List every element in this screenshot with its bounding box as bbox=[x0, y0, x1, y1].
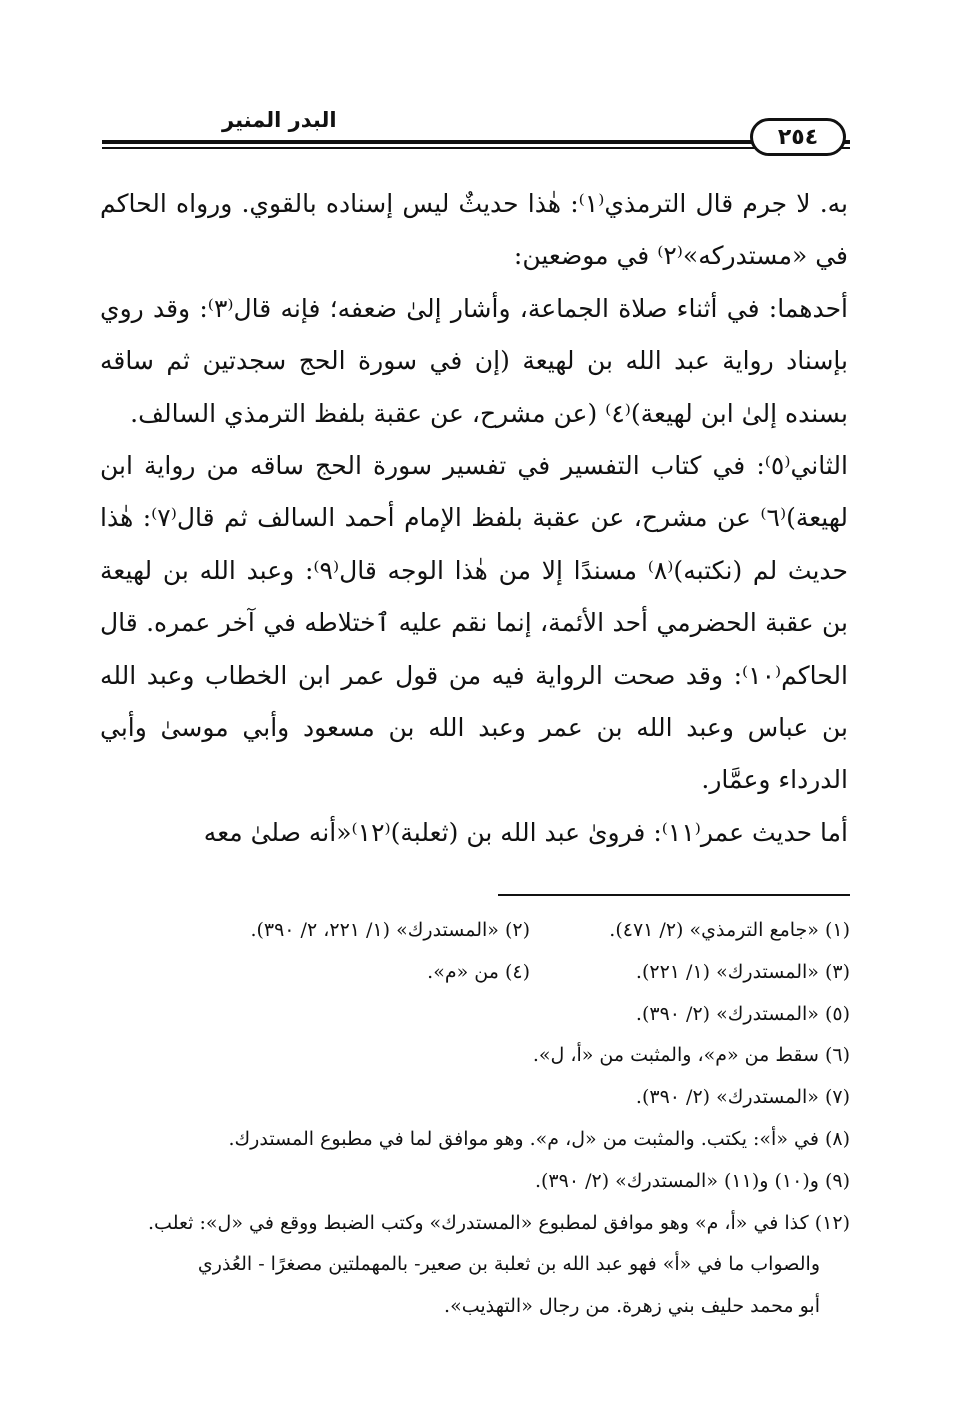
page-number: ٢٥٤ bbox=[750, 118, 846, 156]
paragraph: الثاني⁽٥⁾: في كتاب التفسير في تفسير سورة الحج ساقه من رواية ابن لهيعة)⁽٦⁾ عن مشرح، عن عقبة بلفظ الإمام أحمد السالف ثم قال⁽٧⁾: هٰذا حديث لم (نكتبه)⁽٨⁾ مسندًا إلا من هٰذا الوجه قال⁽٩⁾: وعبد الله بن لهيعة بن عقبة الحضرمي أحد الأئمة، إنما نقم عليه ٱختلاطه في آخر عمره. قال الحاكم⁽١٠⁾: وقد صحت الرواية فيه من قول عمر ابن الخطاب وعبد الله بن عباس وعبد الله بن عمر وعبد الله بن مسعود وأبي موسىٰ وأبي الدرداء وعمَّار. bbox=[100, 451, 848, 795]
footnote-7: (٧) «المستدرك» (٢/ ٣٩٠). bbox=[635, 1086, 850, 1109]
header-rule bbox=[102, 140, 850, 149]
paragraph: أما حديث عمر⁽١١⁾: فروىٰ عبد الله بن (ثعلبة)⁽١٢⁾«أنه صلىٰ معه bbox=[203, 817, 848, 847]
footnote-5: (٥) «المستدرك» (٢/ ٣٩٠). bbox=[635, 1002, 850, 1025]
footnotes bbox=[102, 910, 850, 1328]
main-text bbox=[100, 178, 848, 859]
footnote-separator bbox=[498, 894, 850, 896]
footnote-2: (٢) «المستدرك» (١/ ٢٢١، ٢/ ٣٩٠). bbox=[250, 919, 530, 941]
footnote-8: (٨) في «أ»: يكتب. والمثبت من «ل، م». وهو موافق لما في مطبوع المستدرك. bbox=[228, 1127, 850, 1150]
footnote-4: (٤) من «م». bbox=[427, 960, 530, 983]
footnote-3: (٣) «المستدرك» (١/ ٢٢١). bbox=[635, 960, 850, 983]
footnote-9-10-11: (٩) و(١٠) و(١١) «المستدرك» (٢/ ٣٩٠). bbox=[534, 1169, 850, 1192]
paragraph: أحدهما: في أثناء صلاة الجماعة، وأشار إلىٰ ضعفه؛ فإنه قال⁽٣⁾: وقد روي بإسناد رواية عبد الله بن لهيعة (إن في سورة الحج سجدتين ثم ساقه بسنده إلىٰ ابن لهيعة)⁽٤⁾ (عن مشرح، عن عقبة بلفظ الترمذي السالف. bbox=[100, 293, 848, 428]
footnote-row bbox=[102, 952, 850, 994]
footnote-row bbox=[102, 910, 850, 952]
footnote-6: (٦) سقط من «م»، والمثبت من «أ، ل». bbox=[532, 1044, 850, 1067]
footnote-1: (١) «جامع الترمذي» (٢/ ٤٧١). bbox=[609, 919, 850, 941]
footnote-12-continuation: والصواب ما في «أ» فهو عبد الله بن ثعلبة بن صعير- بالمهملتين مصغرًا - العُذري bbox=[197, 1253, 820, 1276]
page-header bbox=[102, 108, 850, 162]
paragraph: به. لا جرم قال الترمذي⁽١⁾: هٰذا حديثٌ ليس إسناده بالقوي. ورواه الحاكم في «مستدركه»⁽٢⁾ في موضعين: bbox=[100, 189, 849, 271]
book-title: البدر المنير bbox=[212, 108, 347, 132]
footnote-12: (١٢) كذا في «أ، م» وهو موافق لمطبوع «المستدرك» وكتب الضبط ووقع في «ل»: ثعلب. bbox=[148, 1211, 850, 1234]
footnote-12-continuation: أبو محمد حليف بني زهرة. من رجال «التهذيب». bbox=[444, 1295, 820, 1318]
